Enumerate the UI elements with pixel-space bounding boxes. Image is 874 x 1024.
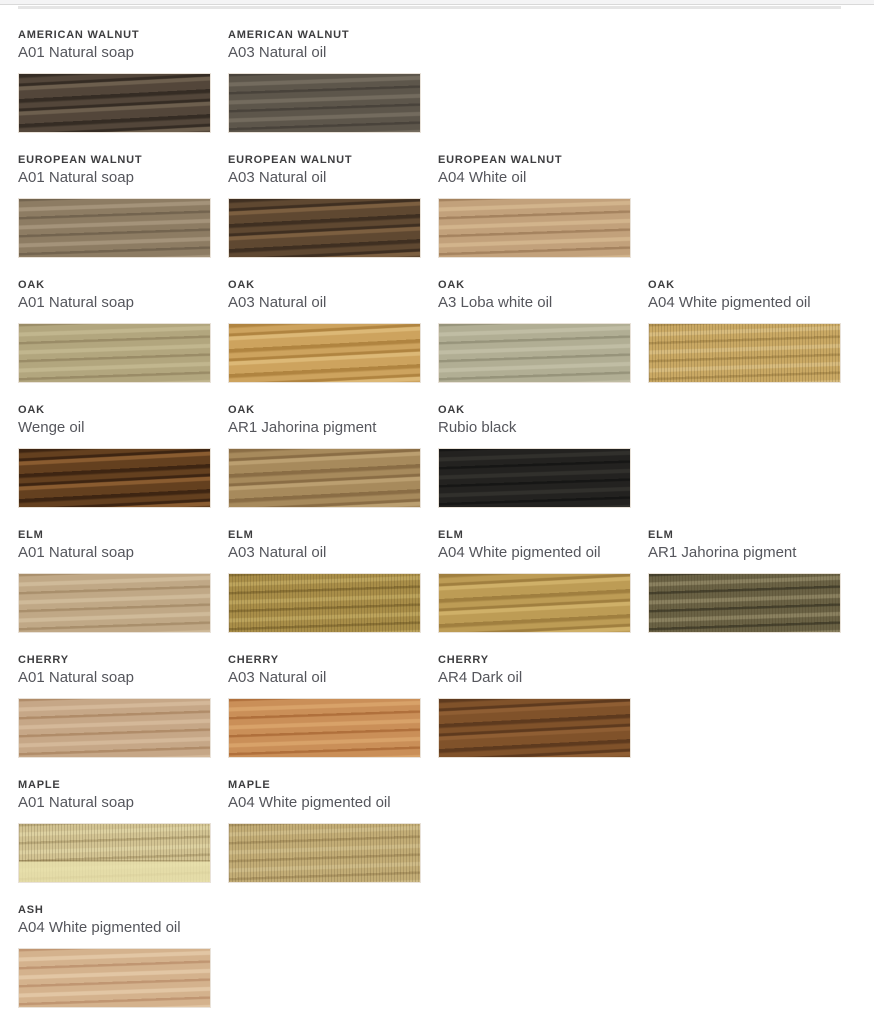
- swatch-caption: [18, 778, 211, 813]
- swatch-card: [18, 153, 211, 258]
- swatch-caption: [18, 153, 211, 188]
- swatch-row: [18, 278, 874, 383]
- swatch-card: [648, 528, 841, 633]
- swatch-caption: [228, 153, 421, 188]
- swatch-row: [18, 153, 874, 258]
- wood-swatch-image: [438, 448, 631, 508]
- finish-label: A03 Natural oil: [228, 669, 327, 686]
- swatch-caption: [228, 528, 421, 563]
- wood-species-label: EUROPEAN WALNUT: [228, 154, 353, 166]
- finish-label: A01 Natural soap: [18, 44, 134, 61]
- wood-species-label: CHERRY: [18, 654, 69, 666]
- swatch-card: [18, 528, 211, 633]
- swatch-row: [18, 28, 874, 133]
- wood-swatch-image: [228, 698, 421, 758]
- swatch-card: [228, 153, 421, 258]
- wood-swatch-image: [648, 323, 841, 383]
- wood-swatch-image: [18, 573, 211, 633]
- finish-label: A03 Natural oil: [228, 169, 327, 186]
- swatch-card: [228, 28, 421, 133]
- wood-species-label: EUROPEAN WALNUT: [18, 154, 143, 166]
- wood-species-label: ASH: [18, 904, 44, 916]
- wood-swatch-image: [228, 323, 421, 383]
- finish-label: A04 White pigmented oil: [438, 544, 601, 561]
- finish-label: AR4 Dark oil: [438, 669, 523, 686]
- swatch-card: [438, 653, 631, 758]
- swatch-caption: [18, 903, 211, 938]
- swatch-row: [18, 778, 874, 883]
- wood-species-label: ELM: [438, 529, 464, 541]
- finish-label: A01 Natural soap: [18, 544, 134, 561]
- wood-swatch-image: [18, 323, 211, 383]
- swatch-caption: [438, 653, 631, 688]
- finish-label: Wenge oil: [18, 419, 85, 436]
- swatch-card: [228, 403, 421, 508]
- swatch-caption: [438, 278, 631, 313]
- finish-label: A01 Natural soap: [18, 794, 134, 811]
- swatch-card: [18, 903, 211, 1008]
- wood-species-label: MAPLE: [18, 779, 61, 791]
- swatch-card: [438, 403, 631, 508]
- finish-label: A04 White oil: [438, 169, 527, 186]
- swatch-caption: [648, 278, 841, 313]
- wood-swatch-image: [228, 448, 421, 508]
- wood-species-label: AMERICAN WALNUT: [18, 29, 140, 41]
- wood-swatch-image: [18, 448, 211, 508]
- finish-label: A03 Natural oil: [228, 544, 327, 561]
- swatch-card: [228, 653, 421, 758]
- finish-label: A3 Loba white oil: [438, 294, 553, 311]
- finish-label: AR1 Jahorina pigment: [228, 419, 377, 436]
- top-divider: [0, 0, 874, 5]
- wood-species-label: OAK: [228, 404, 255, 416]
- swatch-card: [18, 778, 211, 883]
- swatch-card: [18, 28, 211, 133]
- wood-species-label: OAK: [18, 279, 45, 291]
- wood-species-label: OAK: [18, 404, 45, 416]
- finish-label: A01 Natural soap: [18, 294, 134, 311]
- wood-swatch-image: [18, 823, 211, 883]
- swatch-card: [438, 278, 631, 383]
- finish-label: A01 Natural soap: [18, 669, 134, 686]
- swatch-card: [228, 278, 421, 383]
- finish-label: A03 Natural oil: [228, 44, 327, 61]
- wood-species-label: OAK: [438, 279, 465, 291]
- swatch-caption: [228, 28, 421, 63]
- wood-species-label: MAPLE: [228, 779, 271, 791]
- wood-species-label: ELM: [228, 529, 254, 541]
- swatch-card: [438, 153, 631, 258]
- wood-species-label: OAK: [648, 279, 675, 291]
- swatch-card: [228, 528, 421, 633]
- wood-species-label: AMERICAN WALNUT: [228, 29, 350, 41]
- swatch-caption: [228, 778, 421, 813]
- swatch-row: [18, 653, 874, 758]
- wood-swatch-image: [18, 698, 211, 758]
- swatch-card: [18, 403, 211, 508]
- wood-species-label: OAK: [228, 279, 255, 291]
- swatch-caption: [438, 528, 631, 563]
- wood-species-label: EUROPEAN WALNUT: [438, 154, 563, 166]
- finish-label: A04 White pigmented oil: [228, 794, 391, 811]
- swatch-caption: [228, 278, 421, 313]
- secondary-divider: [18, 6, 841, 9]
- swatch-caption: [648, 528, 841, 563]
- wood-swatch-image: [18, 198, 211, 258]
- swatch-card: [228, 778, 421, 883]
- swatch-grid: [18, 28, 874, 1008]
- swatch-card: [18, 278, 211, 383]
- swatch-caption: [228, 653, 421, 688]
- finish-label: A04 White pigmented oil: [18, 919, 181, 936]
- wood-swatch-image: [18, 73, 211, 133]
- finish-label: A01 Natural soap: [18, 169, 134, 186]
- wood-swatch-image: [648, 573, 841, 633]
- swatch-caption: [18, 403, 211, 438]
- wood-swatch-image: [438, 698, 631, 758]
- wood-swatch-image: [438, 573, 631, 633]
- wood-species-label: CHERRY: [438, 654, 489, 666]
- wood-swatch-image: [228, 573, 421, 633]
- swatch-row: [18, 403, 874, 508]
- wood-species-label: ELM: [648, 529, 674, 541]
- finish-label: A03 Natural oil: [228, 294, 327, 311]
- wood-swatch-image: [18, 948, 211, 1008]
- swatch-card: [648, 278, 841, 383]
- swatch-card: [438, 528, 631, 633]
- swatch-row: [18, 903, 874, 1008]
- wood-swatch-image: [228, 823, 421, 883]
- swatch-caption: [228, 403, 421, 438]
- wood-species-label: CHERRY: [228, 654, 279, 666]
- wood-swatch-image: [438, 323, 631, 383]
- wood-swatch-image: [228, 198, 421, 258]
- wood-swatch-image: [228, 73, 421, 133]
- swatch-row: [18, 528, 874, 633]
- swatch-caption: [438, 153, 631, 188]
- finish-label: Rubio black: [438, 419, 517, 436]
- swatch-caption: [18, 653, 211, 688]
- wood-swatch-image: [438, 198, 631, 258]
- wood-species-label: ELM: [18, 529, 44, 541]
- swatch-caption: [438, 403, 631, 438]
- finish-label: AR1 Jahorina pigment: [648, 544, 797, 561]
- swatch-card: [18, 653, 211, 758]
- finish-label: A04 White pigmented oil: [648, 294, 811, 311]
- swatch-caption: [18, 28, 211, 63]
- swatch-caption: [18, 528, 211, 563]
- wood-species-label: OAK: [438, 404, 465, 416]
- swatch-caption: [18, 278, 211, 313]
